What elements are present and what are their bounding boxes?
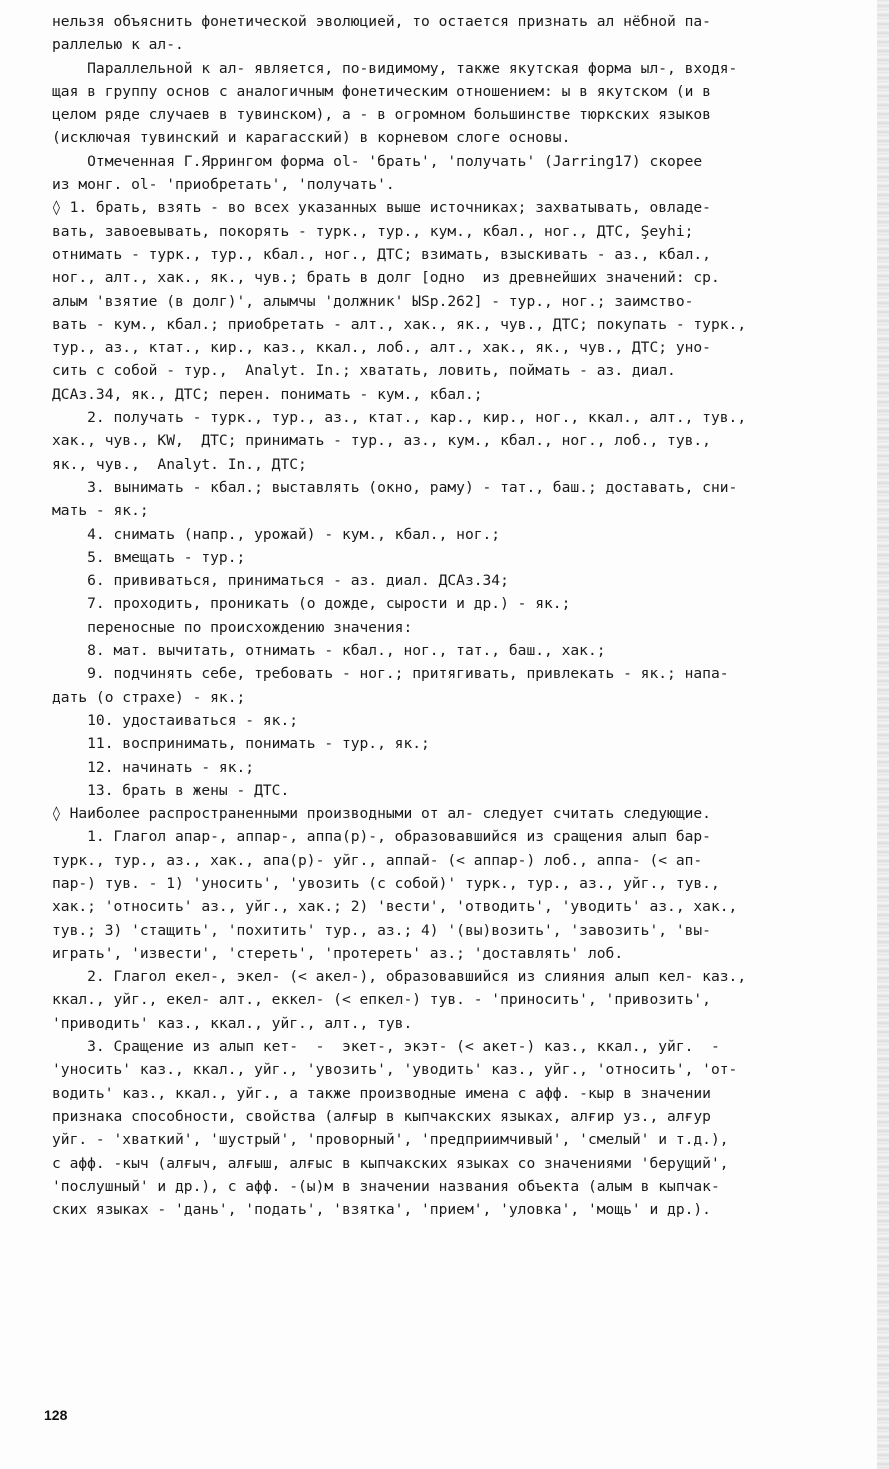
text-line: алым 'взятие (в долг)', алымчы 'должник' ЫSp.262] - тур., ног.; заимство- bbox=[52, 292, 694, 310]
text-line: ◊ Наиболее распространенными производными от ал- следует считать следующие. bbox=[52, 805, 711, 823]
text-line: целом ряде случаев в тувинском), а - в огромном большинстве тюркских языков bbox=[52, 106, 711, 124]
text-line: 3. Сращение из алып кет- - экет-, экэт- (< акет-) каз., ккал., уйг. - bbox=[52, 1038, 720, 1056]
text-line: 1. Глагол апар-, аппар-, аппа(р)-, образовавшийся из сращения алып бар- bbox=[52, 828, 711, 846]
text-line: признака способности, свойства (алғыр в кыпчакских языках, алғир уз., алғур bbox=[52, 1107, 711, 1125]
text-line: уйг. - 'хваткий', 'шустрый', 'проворный', 'предприимчивый', 'смелый' и т.д.), bbox=[52, 1131, 729, 1149]
text-line: вать, завоевывать, покорять - турк., тур., кум., кбал., ног., ДТС, Şeyhi; bbox=[52, 222, 694, 240]
text-line: 7. проходить, проникать (о дожде, сырости и др.) - як.; bbox=[52, 595, 571, 613]
text-line: 12. начинать - як.; bbox=[52, 758, 255, 776]
text-line: водить' каз., ккал., уйг., а также производные имена с афф. -кыр в значении bbox=[52, 1084, 711, 1102]
text-line: 2. получать - турк., тур., аз., ктат., кар., кир., ног., ккал., алт., тув., bbox=[52, 409, 747, 427]
text-line: вать - кум., кбал.; приобретать - алт., хак., як., чув., ДТС; покупать - турк., bbox=[52, 315, 747, 333]
text-line: тур., аз., ктат., кир., каз., ккал., лоб., алт., хак., як., чув., ДТС; уно- bbox=[52, 339, 711, 357]
text-line: 3. вынимать - кбал.; выставлять (окно, раму) - тат., баш.; доставать, сни- bbox=[52, 478, 738, 496]
text-line: 6. прививаться, приниматься - аз. диал. ДСАз.34; bbox=[52, 572, 509, 590]
text-line: ккал., уйг., екел- алт., еккел- (< епкел-) тув. - 'приносить', 'привозить', bbox=[52, 991, 711, 1009]
text-line: ног., алт., хак., як., чув.; брать в долг [одно из древнейших значений: ср. bbox=[52, 269, 720, 287]
text-line: тув.; 3) 'стащить', 'похитить' тур., аз.; 4) '(вы)возить', 'завозить', 'вы- bbox=[52, 921, 711, 939]
text-line: сить с собой - тур., Analyt. In.; хватать, ловить, поймать - аз. диал. bbox=[52, 362, 676, 380]
text-line: хак., чув., KW, ДТС; принимать - тур., аз., кум., кбал., ног., лоб., тув., bbox=[52, 432, 711, 450]
text-line: 13. брать в жены - ДТС. bbox=[52, 781, 290, 799]
text-line: мать - як.; bbox=[52, 502, 149, 520]
text-line: щая в группу основ с аналогичным фонетическим отношением: ы в якутском (и в bbox=[52, 82, 711, 100]
text-line: ДСАз.34, як., ДТС; перен. понимать - кум., кбал.; bbox=[52, 385, 483, 403]
text-line: Параллельной к ал- является, по-видимому, также якутская форма ыл-, входя- bbox=[52, 59, 738, 77]
page-number: 128 bbox=[44, 1407, 68, 1423]
text-line: 8. мат. вычитать, отнимать - кбал., ног., тат., баш., хак.; bbox=[52, 642, 606, 660]
text-line: 10. удостаиваться - як.; bbox=[52, 711, 299, 729]
text-line: 2. Глагол екел-, экел- (< акел-), образовавшийся из слияния алып кел- каз., bbox=[52, 968, 747, 986]
text-line: из монг. ol- 'приобретать', 'получать'. bbox=[52, 176, 395, 194]
text-line: играть', 'извести', 'стереть', 'протереть' аз.; 'доставлять' лоб. bbox=[52, 944, 624, 962]
text-line: отнимать - турк., тур., кбал., ног., ДТС; взимать, взыскивать - аз., кбал., bbox=[52, 245, 711, 263]
text-line: дать (о страхе) - як.; bbox=[52, 688, 246, 706]
text-line: раллелью к ал-. bbox=[52, 36, 184, 54]
text-line: 'уносить' каз., ккал., уйг., 'увозить', 'уводить' каз., уйг., 'относить', 'от- bbox=[52, 1061, 738, 1079]
text-line: 4. снимать (напр., урожай) - кум., кбал., ног.; bbox=[52, 525, 501, 543]
scan-edge-shadow bbox=[877, 0, 889, 1469]
text-line: 'приводить' каз., ккал., уйг., алт., тув. bbox=[52, 1014, 413, 1032]
text-line: як., чув., Analyt. In., ДТС; bbox=[52, 455, 307, 473]
text-line: ских языках - 'дань', 'подать', 'взятка', 'прием', 'уловка', 'мощь' и др.). bbox=[52, 1201, 711, 1219]
text-line: (исключая тувинский и карагасский) в корневом слоге основы. bbox=[52, 129, 571, 147]
text-line: нельзя объяснить фонетической эволюцией, то остается признать ал нёбной па- bbox=[52, 13, 711, 30]
text-line: 5. вмещать - тур.; bbox=[52, 548, 246, 566]
text-line: пар-) тув. - 1) 'уносить', 'увозить (с собой)' турк., тур., аз., уйг., тув., bbox=[52, 874, 720, 892]
text-line: 9. подчинять себе, требовать - ног.; притягивать, привлекать - як.; напа- bbox=[52, 665, 729, 683]
dictionary-entry-text bbox=[52, 10, 882, 1221]
text-line: турк., тур., аз., хак., апа(р)- уйг., аппай- (< аппар-) лоб., аппа- (< ап- bbox=[52, 851, 703, 869]
text-line: хак.; 'относить' аз., уйг., хак.; 2) 'вести', 'отводить', 'уводить' аз., хак., bbox=[52, 898, 738, 916]
text-line: переносные по происхождению значения: bbox=[52, 618, 413, 636]
text-line: 'послушный' и др.), с афф. -(ы)м в значении названия объекта (алым в кыпчак- bbox=[52, 1177, 720, 1195]
text-line: 11. воспринимать, понимать - тур., як.; bbox=[52, 735, 430, 753]
text-line: Отмеченная Г.Яррингом форма ol- 'брать', 'получать' (Jarring17) скорее bbox=[52, 152, 703, 170]
text-line: с афф. -кыч (алғыч, алғыш, алғыс в кыпчакских языках со значениями 'берущий', bbox=[52, 1154, 729, 1172]
text-line: ◊ 1. брать, взять - во всех указанных выше источниках; захватывать, овладе- bbox=[52, 199, 711, 217]
